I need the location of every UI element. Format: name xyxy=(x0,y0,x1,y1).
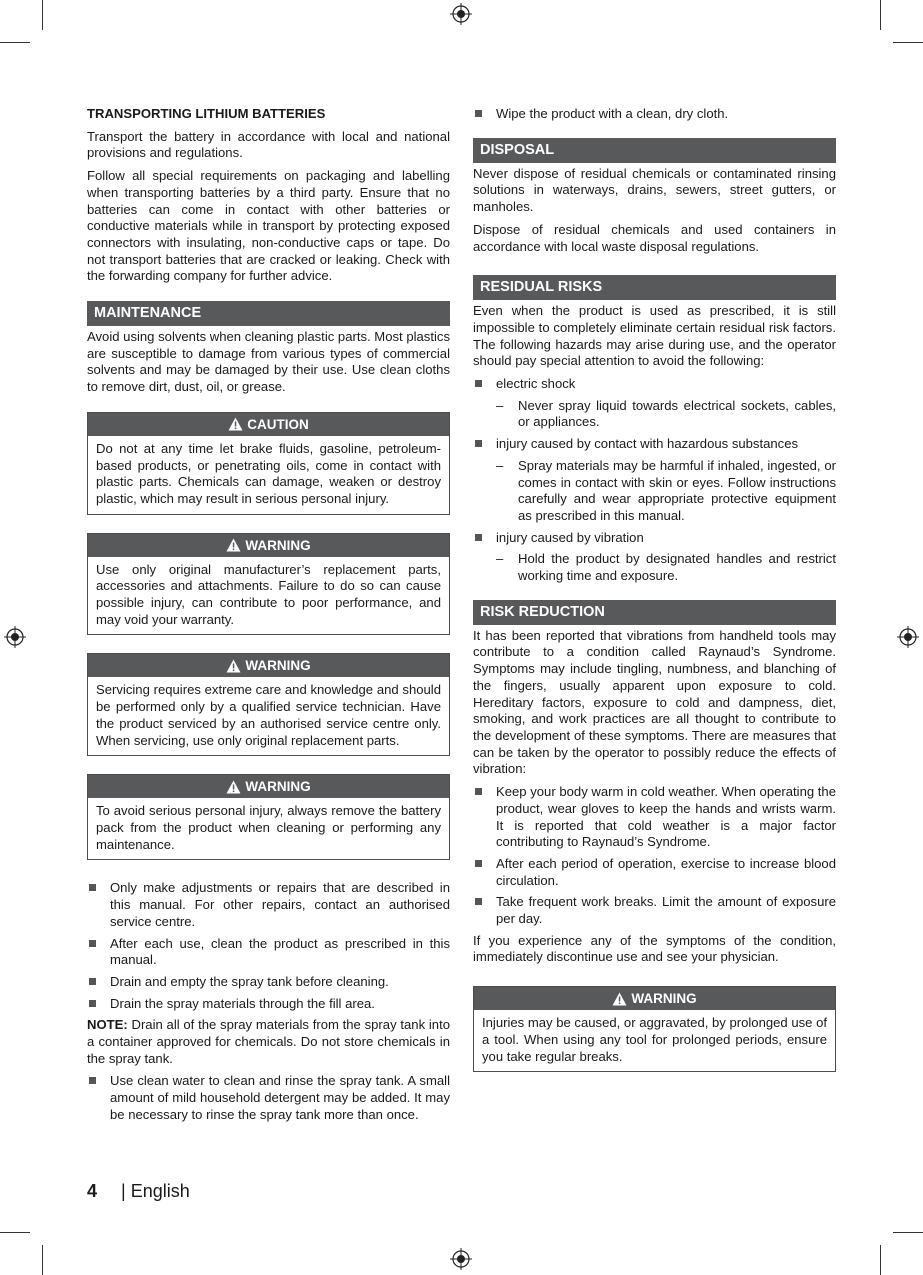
registration-mark-icon xyxy=(897,626,919,648)
warning-text: Use only original manufacturer’s replacement parts, accessories and attachments. Failure to do so can cause possible injury, can contribute to poor performance, and may void your warranty. xyxy=(96,561,441,627)
list-item: Keep your body warm in cold weather. When operating the product, wear gloves to keep the hands and wrists warm. It is reported that cold weather is a major factor contributing to Raynaud’s Syndrome. xyxy=(473,784,836,851)
warning-triangle-icon xyxy=(228,417,243,431)
list-item: Only make adjustments or repairs that are described in this manual. For other repairs, contact an authorised service centre. xyxy=(87,880,450,930)
note-label: NOTE: xyxy=(87,1017,128,1033)
dash-icon: – xyxy=(496,457,504,473)
sub-list-item: – Never spray liquid towards electrical sockets, cables, or appliances. xyxy=(496,397,836,430)
warning-text: Servicing requires extreme care and knowledge and should be performed only by a qualified service technician. Have the product serviced by an authorised service centre only. When servicing, use only original replacement parts. xyxy=(96,682,441,748)
maintenance-heading: MAINTENANCE xyxy=(87,301,450,326)
list-item: Wipe the product with a clean, dry cloth. xyxy=(473,106,836,123)
warning-triangle-icon xyxy=(612,992,627,1006)
crop-mark xyxy=(880,1245,881,1275)
bullet-square-icon xyxy=(475,534,482,541)
crop-mark xyxy=(893,42,923,43)
warning-box xyxy=(87,653,450,756)
crop-mark xyxy=(880,0,881,30)
list-item: Drain the spray materials through the fill area. xyxy=(87,996,450,1013)
sub-list-item: – Spray materials may be harmful if inhaled, ingested, or comes in contact with skin or eyes. Follow instructions carefully and wear appropriate protective equipment as prescribed in this manual. xyxy=(496,457,836,523)
bullet-square-icon xyxy=(89,940,96,947)
bullet-square-icon xyxy=(475,788,482,795)
sub-list-item: – Hold the product by designated handles and restrict working time and exposure. xyxy=(496,551,836,584)
bullet-square-icon xyxy=(475,440,482,447)
warning-triangle-icon xyxy=(226,659,241,673)
caution-text: Do not at any time let brake fluids, gasoline, petroleum-based products, or penetrating oils, come in contact with plastic parts. Chemicals can damage, weaken or destroy plastic, which may result in serious personal injury. xyxy=(96,440,441,506)
registration-mark-icon xyxy=(450,3,472,25)
warning-text: To avoid serious personal injury, always remove the battery pack from the product when cleaning or performing any maintenance. xyxy=(96,803,441,852)
page-footer xyxy=(87,1181,190,1202)
list-item: injury caused by contact with hazardous substances xyxy=(473,436,836,453)
list-item: electric shock xyxy=(473,376,836,393)
note-paragraph xyxy=(87,1017,450,1067)
page-number: 4 xyxy=(87,1181,98,1201)
bullet-square-icon xyxy=(475,380,482,387)
crop-mark xyxy=(0,1232,30,1233)
disposal-heading: DISPOSAL xyxy=(473,138,836,163)
warning-box xyxy=(87,774,450,860)
caution-box xyxy=(87,412,450,515)
crop-mark xyxy=(42,1245,43,1275)
warning-box xyxy=(473,986,836,1072)
dash-icon: – xyxy=(496,397,504,413)
crop-mark xyxy=(0,42,30,43)
warning-triangle-icon xyxy=(226,538,241,552)
transport-paragraph: Transport the battery in accordance with local and national provisions and regulations. xyxy=(87,128,450,161)
bullet-square-icon xyxy=(475,898,482,905)
maintenance-paragraph: Avoid using solvents when cleaning plastic parts. Most plastics are susceptible to damage from various types of commercial solvents and may be damaged by their use. Use clean cloths to remove dirt, dust, oil, or grease. xyxy=(87,329,450,395)
bullet-square-icon xyxy=(89,1000,96,1007)
residual-paragraph: Even when the product is used as prescribed, it is still impossible to completely eliminate certain residual risk factors. The following hazards may arise during use, and the operator should pay special attention to avoid the following: xyxy=(473,303,836,369)
dash-icon: – xyxy=(496,551,504,567)
warning-label: WARNING xyxy=(245,658,311,674)
footer-language: | English xyxy=(121,1181,190,1201)
list-item: Use clean water to clean and rinse the spray tank. A small amount of mild household detergent may be added. It may be necessary to rinse the spray tank more than once. xyxy=(87,1073,450,1123)
warning-label: WARNING xyxy=(245,537,311,553)
crop-mark xyxy=(893,1232,923,1233)
warning-triangle-icon xyxy=(226,780,241,794)
crop-mark xyxy=(42,0,43,30)
caution-label: CAUTION xyxy=(247,416,309,432)
list-item: injury caused by vibration xyxy=(473,530,836,547)
list-item: Take frequent work breaks. Limit the amount of exposure per day. xyxy=(473,894,836,927)
disposal-paragraph: Never dispose of residual chemicals or contaminated rinsing solutions in waterways, drains, sewers, street gutters, or manholes. xyxy=(473,165,836,215)
bullet-square-icon xyxy=(89,884,96,891)
warning-label: WARNING xyxy=(245,779,311,795)
transport-heading: TRANSPORTING LITHIUM BATTERIES xyxy=(87,106,326,121)
reduction-paragraph: If you experience any of the symptoms of the condition, immediately discontinue use and see your physician. xyxy=(473,932,836,965)
registration-mark-icon xyxy=(450,1248,472,1270)
disposal-paragraph: Dispose of residual chemicals and used containers in accordance with local waste disposal regulations. xyxy=(473,221,836,254)
bullet-square-icon xyxy=(475,860,482,867)
bullet-square-icon xyxy=(475,110,482,117)
right-column xyxy=(473,106,836,1076)
risk-reduction-heading: RISK REDUCTION xyxy=(473,600,836,625)
note-text: Drain all of the spray materials from the spray tank into a container approved for chemicals. Do not store chemicals in the spray tank. xyxy=(87,1017,450,1066)
residual-risks-heading: RESIDUAL RISKS xyxy=(473,275,836,300)
warning-label: WARNING xyxy=(631,991,697,1007)
bullet-square-icon xyxy=(89,1077,96,1084)
bullet-square-icon xyxy=(89,978,96,985)
reduction-paragraph: It has been reported that vibrations from handheld tools may contribute to a condition called Raynaud’s Syndrome. Symptoms may include tingling, numbness, and blanching of the fingers, usually apparent upon exposure to cold. Hereditary factors, exposure to cold and dampness, diet, smoking, and work practices are all thought to contribute to the development of these symptoms. There are measures that can be taken by the operator to possibly reduce the effects of vibration: xyxy=(473,627,836,777)
registration-mark-icon xyxy=(4,626,26,648)
list-item: Drain and empty the spray tank before cleaning. xyxy=(87,974,450,991)
list-item: After each use, clean the product as prescribed in this manual. xyxy=(87,936,450,969)
list-item: After each period of operation, exercise to increase blood circulation. xyxy=(473,856,836,889)
left-column xyxy=(87,106,450,1129)
warning-box xyxy=(87,533,450,636)
warning-text: Injuries may be caused, or aggravated, by prolonged use of a tool. When using any tool for prolonged periods, ensure you take regular breaks. xyxy=(482,1015,828,1064)
transport-paragraph: Follow all special requirements on packaging and labelling when transporting batteries by a third party. Ensure that no batteries can come in contact with other batteries or conductive materials while in transport by protecting exposed connectors with insulating, non-conductive caps or tape. Do not transport batteries that are cracked or leaking. Check with the forwarding company for further advice. xyxy=(87,168,450,284)
